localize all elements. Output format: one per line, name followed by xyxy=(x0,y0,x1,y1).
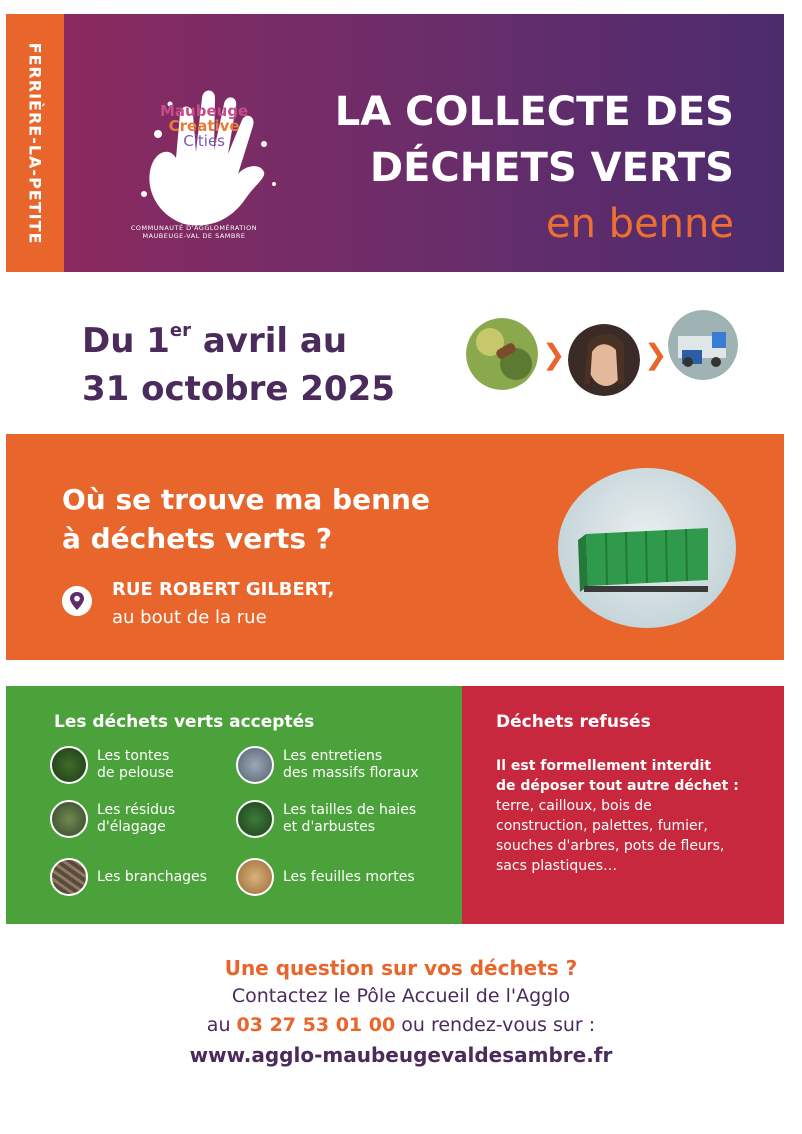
refused-bold1: Il est formellement interdit xyxy=(496,758,712,774)
item-label xyxy=(283,802,443,836)
leaves-icon xyxy=(236,858,274,896)
refused-waste-section xyxy=(462,686,784,924)
grass-icon xyxy=(50,746,88,784)
footer-phone-line xyxy=(0,1011,802,1040)
item-line1: Les entretiens xyxy=(283,748,383,764)
item-label xyxy=(283,869,443,886)
period-line2: 31 octobre 2025 xyxy=(82,369,395,409)
item-line1: Les branchages xyxy=(97,868,207,885)
title-panel xyxy=(64,14,784,272)
header-banner xyxy=(6,14,784,272)
dumpster-photo xyxy=(558,468,736,628)
footer-contact: Contactez le Pôle Accueil de l'Agglo xyxy=(231,985,571,1007)
item-label xyxy=(283,748,443,782)
logo-sub1: COMMUNAUTÉ D'AGGLOMÉRATION xyxy=(130,224,258,232)
street-name: RUE ROBERT GILBERT, xyxy=(112,579,335,600)
page-title xyxy=(335,84,734,252)
refused-description xyxy=(496,756,766,876)
item-line1: Les tailles de haies xyxy=(283,802,417,818)
branches-icon xyxy=(50,858,88,896)
list-item xyxy=(50,858,247,896)
list-item xyxy=(50,800,247,838)
period-suffix: avril au xyxy=(191,321,348,361)
title-line3: en benne xyxy=(546,201,734,247)
item-line2: et d'arbustes xyxy=(283,819,376,835)
location-question xyxy=(62,480,430,558)
logo-line1: Maubeuge xyxy=(160,102,249,120)
commune-band xyxy=(6,14,64,272)
hedge-icon xyxy=(236,800,274,838)
phone-prefix: au xyxy=(206,1014,237,1036)
title-line1: LA COLLECTE DES xyxy=(334,89,734,135)
collection-period xyxy=(82,307,395,413)
location-section xyxy=(6,434,784,660)
item-line2: de pelouse xyxy=(97,765,174,781)
question-line2: à déchets verts ? xyxy=(62,522,333,555)
dumpster-icon xyxy=(558,468,736,628)
refused-bold2: de déposer tout autre déchet : xyxy=(496,778,739,794)
item-line1: Les résidus xyxy=(97,802,176,818)
contact-footer xyxy=(0,954,802,1070)
question-line1: Où se trouve ma benne xyxy=(62,483,430,516)
phone-call-photo-icon xyxy=(568,324,640,396)
refused-title: Déchets refusés xyxy=(496,712,651,732)
refused-line6: sacs plastiques… xyxy=(496,858,618,874)
refused-line5: souches d'arbres, pots de fleurs, xyxy=(496,838,725,854)
item-line1: Les tontes xyxy=(97,748,170,764)
item-label xyxy=(97,869,247,886)
arrow-right-icon: ❯ xyxy=(542,338,566,371)
item-label xyxy=(97,802,247,836)
arrow-right-icon: ❯ xyxy=(644,338,668,371)
item-line2: d'élagage xyxy=(97,819,166,835)
list-item xyxy=(50,746,247,784)
gardening-photo-icon xyxy=(466,318,538,390)
truck-collection-photo-icon xyxy=(668,310,738,380)
process-steps xyxy=(466,310,746,400)
phone-suffix: ou rendez-vous sur : xyxy=(395,1014,596,1036)
pruning-icon xyxy=(50,800,88,838)
refused-line3: terre, cailloux, bois de xyxy=(496,798,652,814)
refused-line4: construction, palettes, fumier, xyxy=(496,818,708,834)
period-sup: er xyxy=(169,320,192,341)
commune-name: FERRIÈRE-LA-PETITE xyxy=(25,42,45,244)
title-line2: DÉCHETS VERTS xyxy=(369,145,734,191)
flowerbed-icon xyxy=(236,746,274,784)
list-item xyxy=(236,800,443,838)
item-line1: Les feuilles mortes xyxy=(283,868,415,885)
logo-line3: Cities xyxy=(183,132,225,150)
hand-print-logo-icon xyxy=(114,74,314,244)
accepted-waste-section xyxy=(6,686,462,924)
list-item xyxy=(236,746,443,784)
period-prefix: Du 1 xyxy=(82,321,170,361)
street-detail: au bout de la rue xyxy=(112,607,267,628)
phone-number[interactable]: 03 27 53 01 00 xyxy=(236,1014,396,1036)
item-line2: des massifs floraux xyxy=(283,765,419,781)
logo-subtitle xyxy=(124,224,264,240)
accepted-title: Les déchets verts acceptés xyxy=(54,712,315,732)
logo-sub2: MAUBEUGE-VAL DE SAMBRE xyxy=(142,232,246,240)
footer-question: Une question sur vos déchets ? xyxy=(224,956,578,980)
logo-wordmark xyxy=(160,104,248,149)
logo-line2: Creative xyxy=(168,117,240,135)
website-link[interactable]: www.agglo-maubeugevaldesambre.fr xyxy=(189,1043,613,1067)
period-line1 xyxy=(82,307,395,365)
item-label xyxy=(97,748,247,782)
list-item xyxy=(236,858,443,896)
map-pin-icon xyxy=(62,586,92,616)
